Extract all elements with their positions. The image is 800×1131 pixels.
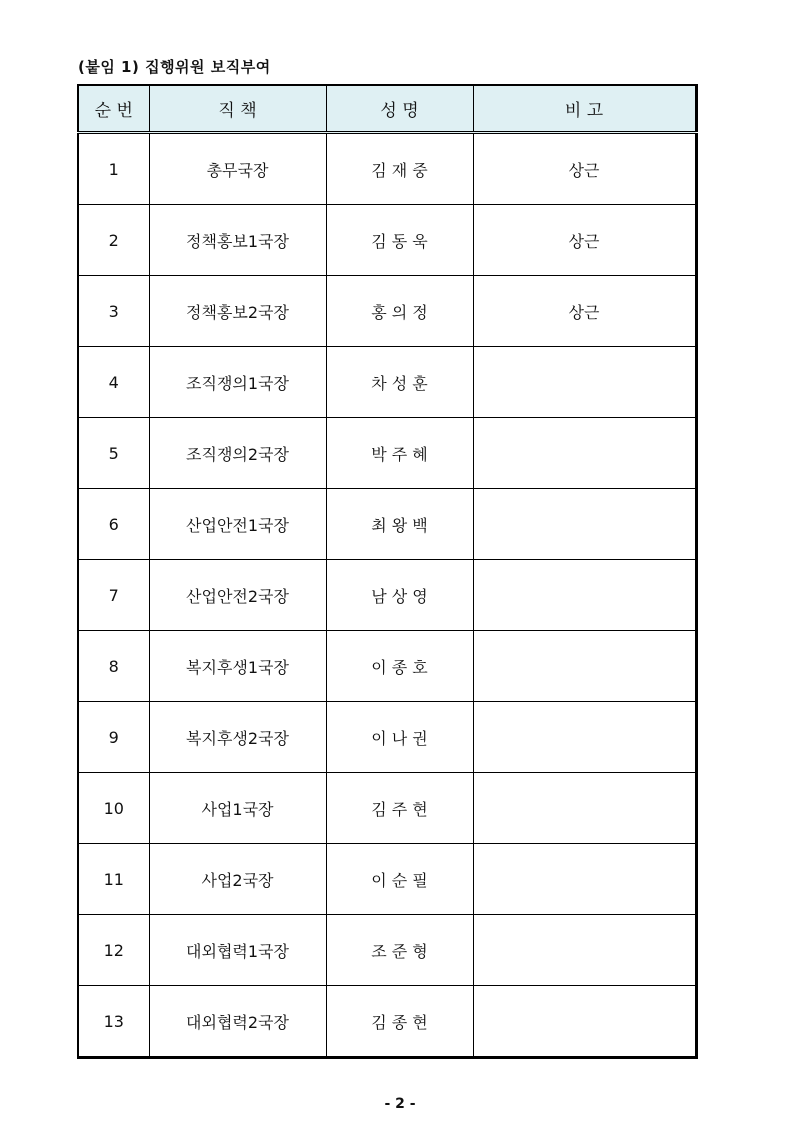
cell-note — [473, 915, 696, 986]
cell-name: 김 종 현 — [326, 986, 473, 1058]
cell-order: 7 — [78, 560, 149, 631]
appointment-table — [77, 84, 698, 1059]
table-row — [78, 418, 696, 489]
cell-name: 김 주 현 — [326, 773, 473, 844]
cell-order: 11 — [78, 844, 149, 915]
cell-order: 13 — [78, 986, 149, 1058]
cell-note: 상근 — [473, 276, 696, 347]
table-row — [78, 915, 696, 986]
cell-name: 이 종 호 — [326, 631, 473, 702]
cell-position: 대외협력2국장 — [149, 986, 326, 1058]
cell-name: 홍 의 정 — [326, 276, 473, 347]
cell-name: 김 동 욱 — [326, 205, 473, 276]
document-heading: (붙임 1) 집행위원 보직부여 — [78, 58, 271, 76]
header-order: 순 번 — [78, 85, 149, 133]
cell-position: 대외협력1국장 — [149, 915, 326, 986]
cell-position: 정책홍보2국장 — [149, 276, 326, 347]
cell-note: 상근 — [473, 133, 696, 205]
cell-note — [473, 418, 696, 489]
cell-note — [473, 560, 696, 631]
cell-position: 총무국장 — [149, 133, 326, 205]
cell-name: 이 나 권 — [326, 702, 473, 773]
cell-name: 이 순 필 — [326, 844, 473, 915]
table-row — [78, 631, 696, 702]
cell-note — [473, 844, 696, 915]
table-row — [78, 560, 696, 631]
cell-order: 1 — [78, 133, 149, 205]
cell-position: 산업안전2국장 — [149, 560, 326, 631]
cell-order: 5 — [78, 418, 149, 489]
header-name: 성 명 — [326, 85, 473, 133]
cell-position: 사업1국장 — [149, 773, 326, 844]
table-row — [78, 133, 696, 205]
table-row — [78, 347, 696, 418]
cell-note — [473, 489, 696, 560]
cell-name: 김 재 중 — [326, 133, 473, 205]
cell-order: 8 — [78, 631, 149, 702]
header-position: 직 책 — [149, 85, 326, 133]
cell-name: 조 준 형 — [326, 915, 473, 986]
table-body — [78, 133, 696, 1058]
cell-name: 박 주 혜 — [326, 418, 473, 489]
cell-position: 조직쟁의1국장 — [149, 347, 326, 418]
cell-note — [473, 631, 696, 702]
cell-note — [473, 702, 696, 773]
cell-note: 상근 — [473, 205, 696, 276]
cell-name: 차 성 훈 — [326, 347, 473, 418]
cell-name: 최 왕 백 — [326, 489, 473, 560]
cell-name: 남 상 영 — [326, 560, 473, 631]
cell-position: 사업2국장 — [149, 844, 326, 915]
table-row — [78, 844, 696, 915]
cell-order: 10 — [78, 773, 149, 844]
header-row — [78, 85, 696, 133]
cell-position: 조직쟁의2국장 — [149, 418, 326, 489]
cell-order: 4 — [78, 347, 149, 418]
cell-note — [473, 347, 696, 418]
table-row — [78, 773, 696, 844]
cell-order: 3 — [78, 276, 149, 347]
table-row — [78, 702, 696, 773]
table-header — [78, 85, 696, 133]
cell-order: 9 — [78, 702, 149, 773]
cell-order: 2 — [78, 205, 149, 276]
cell-position: 복지후생2국장 — [149, 702, 326, 773]
table-row — [78, 986, 696, 1058]
cell-note — [473, 986, 696, 1058]
table-row — [78, 205, 696, 276]
cell-order: 6 — [78, 489, 149, 560]
table-row — [78, 489, 696, 560]
cell-position: 산업안전1국장 — [149, 489, 326, 560]
header-note: 비 고 — [473, 85, 696, 133]
appointment-table-container — [77, 84, 695, 1059]
cell-order: 12 — [78, 915, 149, 986]
cell-position: 정책홍보1국장 — [149, 205, 326, 276]
cell-position: 복지후생1국장 — [149, 631, 326, 702]
table-row — [78, 276, 696, 347]
page-number: - 2 - — [384, 1096, 416, 1112]
cell-note — [473, 773, 696, 844]
